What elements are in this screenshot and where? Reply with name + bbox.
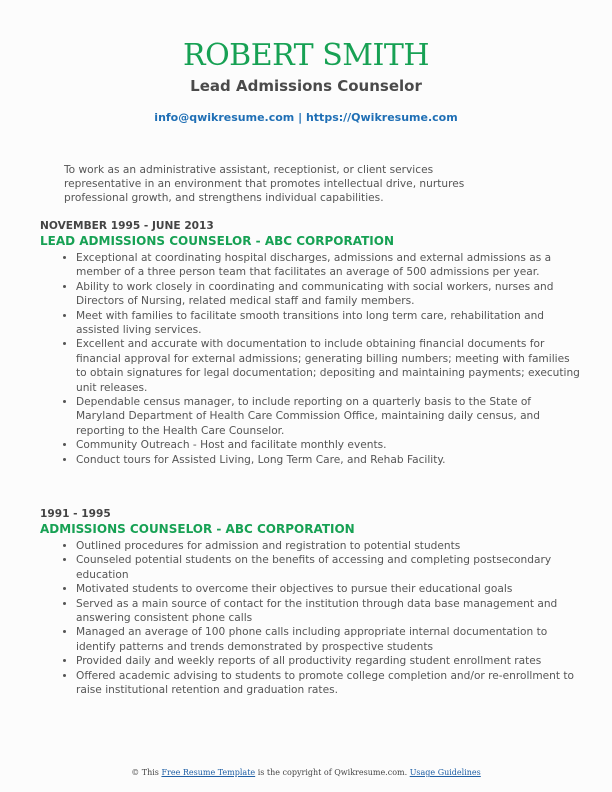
candidate-name: ROBERT SMITH: [182, 38, 430, 73]
usage-guidelines-link[interactable]: Usage Guidelines: [409, 768, 481, 777]
job-dates: NOVEMBER 1995 - JUNE 2013: [40, 220, 214, 232]
job-bullets: [40, 539, 580, 697]
email-link[interactable]: info@qwikresume.com: [154, 111, 295, 124]
footer-text: © This: [131, 768, 162, 777]
footer-text: is the copyright of Qwikresume.com.: [255, 768, 410, 777]
bullet-item: • Meet with families to facilitate smooth transitions into long term care, rehabilitation and assisted living services.: [76, 309, 580, 338]
bullet-item: • Managed an average of 100 phone calls including appropriate internal documentation to identify patterns and trends demonstrated by prospective students: [76, 625, 580, 654]
bullet-item: • Excellent and accurate with documentation to include obtaining financial documents for financial approval for external admissions; generating billing numbers; meeting with families to obtain signatures for legal documentation; depositing and maintaining payments; executing unit releases.: [76, 337, 580, 395]
job-dates: 1991 - 1995: [40, 508, 111, 520]
experience-section-2: [40, 508, 580, 697]
footer: [0, 768, 612, 777]
free-resume-template-link[interactable]: Free Resume Template: [161, 768, 256, 777]
bullet-item: • Conduct tours for Assisted Living, Long Term Care, and Rehab Facility.: [76, 453, 580, 467]
bullet-item: • Ability to work closely in coordinating and communicating with social workers, nurses and Directors of Nursing, related medical staff and family members.: [76, 280, 580, 309]
job-heading: LEAD ADMISSIONS COUNSELOR - ABC CORPORATION: [40, 234, 394, 248]
bullet-item: • Offered academic advising to students to promote college completion and/or re-enrollment to raise institutional retention and graduation rates.: [76, 669, 580, 698]
bullet-item: • Outlined procedures for admission and registration to potential students: [76, 539, 580, 553]
summary: To work as an administrative assistant, receptionist, or client services representative in an environment that promotes intellectual drive, nurtures professional growth, and strengthens individual capabilities.: [64, 164, 465, 204]
contact-line: [0, 111, 612, 124]
separator: |: [294, 111, 306, 124]
candidate-title: Lead Admissions Counselor: [190, 77, 422, 95]
bullet-item: • Counseled potential students on the benefits of accessing and completing postsecondary education: [76, 553, 580, 582]
bullet-item: • Provided daily and weekly reports of all productivity regarding student enrollment rates: [76, 654, 580, 668]
bullet-item: • Exceptional at coordinating hospital discharges, admissions and external admissions as a member of a three person team that facilitates an average of 500 admissions per year.: [76, 251, 580, 280]
job-bullets: [40, 251, 580, 467]
bullet-item: • Community Outreach - Host and facilitate monthly events.: [76, 438, 580, 452]
bullet-item: • Motivated students to overcome their objectives to pursue their educational goals: [76, 582, 580, 596]
bullet-item: • Dependable census manager, to include reporting on a quarterly basis to the State of Maryland Department of Health Care Commission Office, maintaining daily census, and reporting to the Health Care Counselor.: [76, 395, 580, 438]
bullet-item: • Served as a main source of contact for the institution through data base management and answering consistent phone calls: [76, 597, 580, 626]
job-heading: ADMISSIONS COUNSELOR - ABC CORPORATION: [40, 522, 355, 536]
website-link[interactable]: https://Qwikresume.com: [305, 111, 458, 124]
experience-section-1: [40, 220, 580, 467]
